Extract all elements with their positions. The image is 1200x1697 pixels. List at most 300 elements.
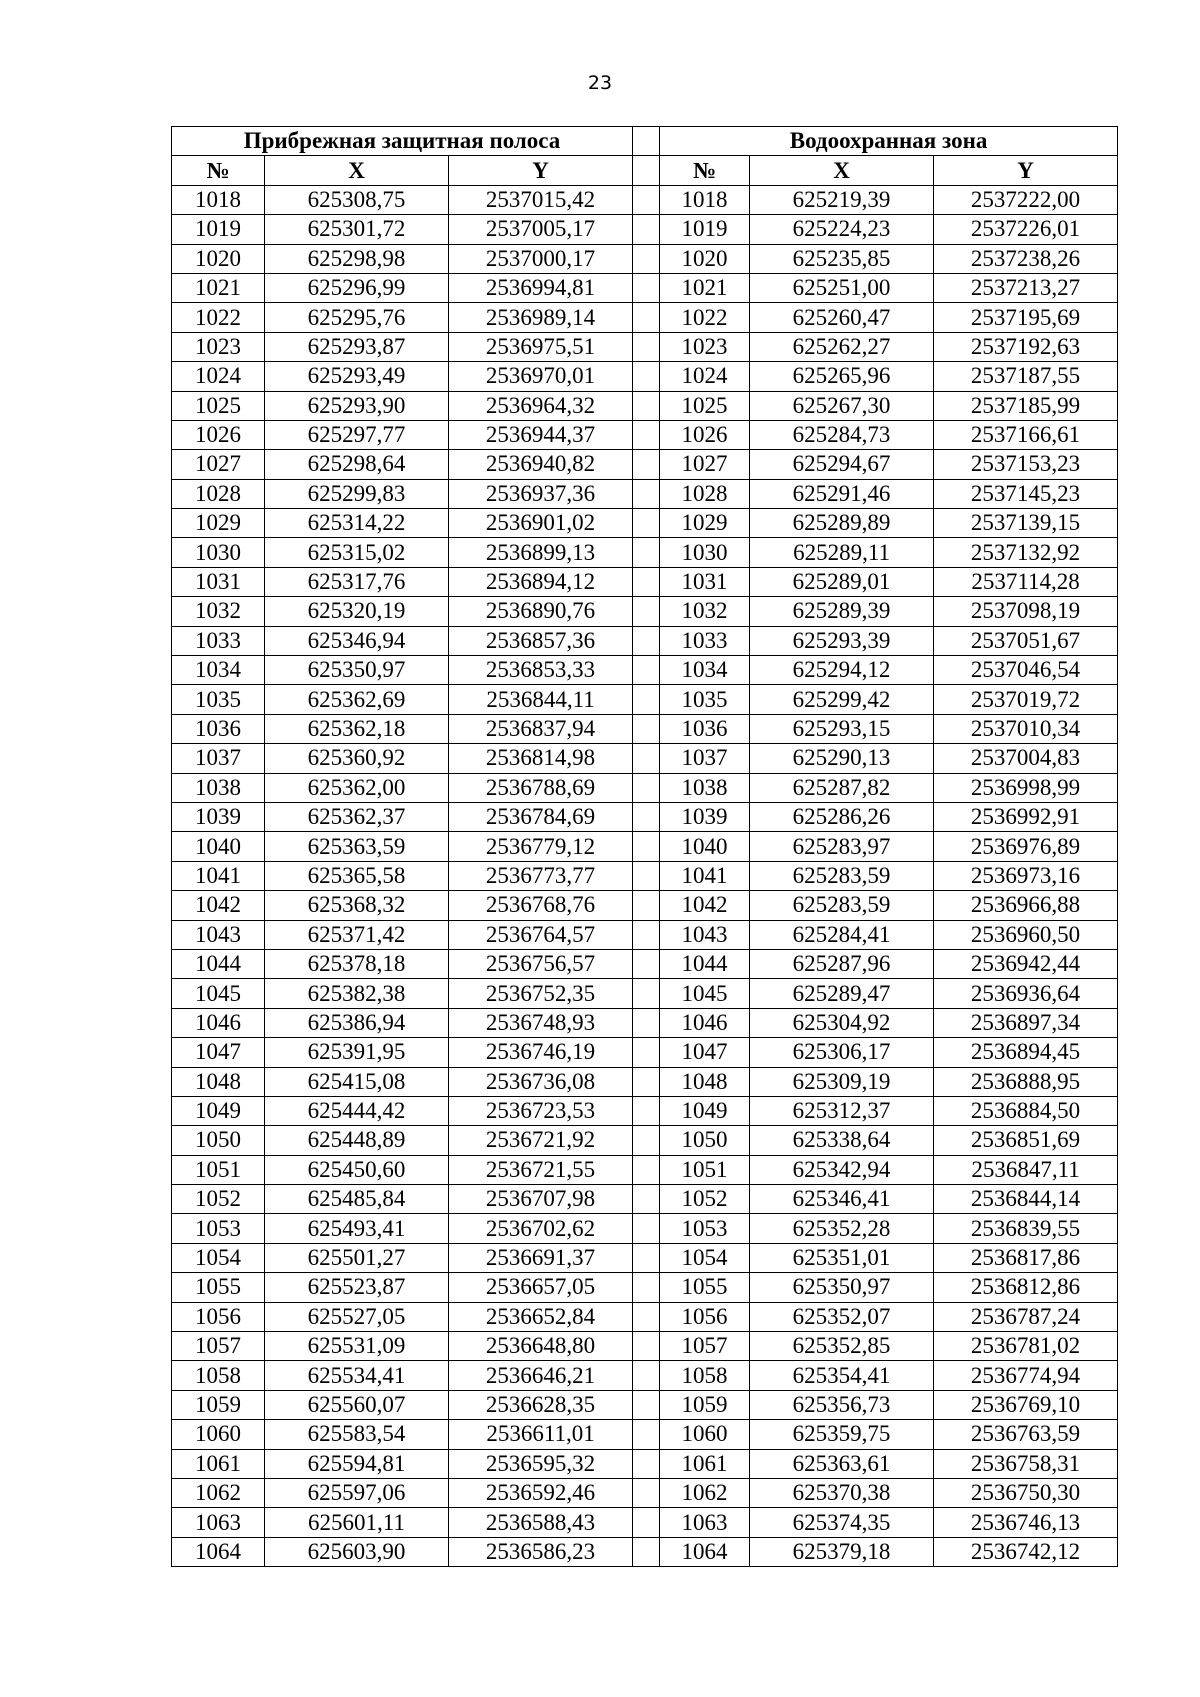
table-row xyxy=(172,1214,1118,1243)
table-row xyxy=(172,1420,1118,1449)
right-cell-number: 1060 xyxy=(660,1420,750,1449)
table-gap xyxy=(633,156,660,185)
left-cell-y: 2536890,76 xyxy=(449,597,633,626)
page-number: 23 xyxy=(587,72,613,94)
left-cell-number: 1044 xyxy=(172,949,265,978)
table-gap xyxy=(633,1126,660,1155)
right-cell-x: 625304,92 xyxy=(750,1008,934,1037)
left-cell-number: 1029 xyxy=(172,509,265,538)
left-cell-number: 1051 xyxy=(172,1155,265,1184)
right-cell-x: 625338,64 xyxy=(750,1126,934,1155)
table-gap xyxy=(633,479,660,508)
left-cell-number: 1046 xyxy=(172,1008,265,1037)
right-cell-y: 2537019,72 xyxy=(934,685,1118,714)
right-cell-y: 2537004,83 xyxy=(934,744,1118,773)
right-cell-y: 2537010,34 xyxy=(934,714,1118,743)
table-row xyxy=(172,1067,1118,1096)
right-cell-x: 625309,19 xyxy=(750,1067,934,1096)
left-cell-y: 2536702,62 xyxy=(449,1214,633,1243)
right-cell-y: 2536973,16 xyxy=(934,861,1118,890)
table-row xyxy=(172,450,1118,479)
right-cell-number: 1045 xyxy=(660,979,750,1008)
table-gap xyxy=(633,1302,660,1331)
table-row xyxy=(172,1155,1118,1184)
left-cell-number: 1036 xyxy=(172,714,265,743)
left-cell-x: 625293,87 xyxy=(265,332,449,361)
table-gap xyxy=(633,127,660,156)
table-row xyxy=(172,1302,1118,1331)
left-table-title: Прибрежная защитная полоса xyxy=(172,127,633,156)
right-cell-y: 2537213,27 xyxy=(934,273,1118,302)
left-cell-x: 625362,69 xyxy=(265,685,449,714)
left-cell-y: 2536940,82 xyxy=(449,450,633,479)
right-cell-y: 2537238,26 xyxy=(934,244,1118,273)
right-cell-number: 1063 xyxy=(660,1508,750,1537)
left-cell-number: 1026 xyxy=(172,420,265,449)
right-cell-number: 1018 xyxy=(660,185,750,214)
right-cell-x: 625356,73 xyxy=(750,1390,934,1419)
left-cell-y: 2536628,35 xyxy=(449,1390,633,1419)
table-title-row xyxy=(172,127,1118,156)
right-cell-y: 2536960,50 xyxy=(934,920,1118,949)
right-cell-y: 2536966,88 xyxy=(934,891,1118,920)
table-gap xyxy=(633,714,660,743)
right-cell-x: 625251,00 xyxy=(750,273,934,302)
table-gap xyxy=(633,509,660,538)
table-row xyxy=(172,861,1118,890)
right-header-x: X xyxy=(750,156,934,185)
left-cell-y: 2536994,81 xyxy=(449,273,633,302)
left-cell-x: 625320,19 xyxy=(265,597,449,626)
left-cell-x: 625295,76 xyxy=(265,303,449,332)
right-table-title: Водоохранная зона xyxy=(660,127,1118,156)
right-cell-number: 1059 xyxy=(660,1390,750,1419)
table-header-row xyxy=(172,156,1118,185)
right-cell-y: 2536769,10 xyxy=(934,1390,1118,1419)
left-cell-x: 625363,59 xyxy=(265,832,449,861)
right-cell-x: 625350,97 xyxy=(750,1273,934,1302)
left-cell-y: 2536937,36 xyxy=(449,479,633,508)
left-cell-x: 625378,18 xyxy=(265,949,449,978)
table-row xyxy=(172,479,1118,508)
left-cell-y: 2536723,53 xyxy=(449,1096,633,1125)
left-cell-y: 2536857,36 xyxy=(449,626,633,655)
left-cell-x: 625314,22 xyxy=(265,509,449,538)
left-cell-y: 2536691,37 xyxy=(449,1243,633,1272)
right-cell-x: 625224,23 xyxy=(750,215,934,244)
table-row xyxy=(172,1185,1118,1214)
right-cell-y: 2536742,12 xyxy=(934,1537,1118,1566)
left-cell-number: 1025 xyxy=(172,391,265,420)
right-cell-number: 1041 xyxy=(660,861,750,890)
right-cell-number: 1032 xyxy=(660,597,750,626)
table-gap xyxy=(633,979,660,1008)
left-cell-y: 2536736,08 xyxy=(449,1067,633,1096)
left-cell-number: 1063 xyxy=(172,1508,265,1537)
left-header-number: № xyxy=(172,156,265,185)
right-cell-number: 1046 xyxy=(660,1008,750,1037)
right-cell-number: 1047 xyxy=(660,1038,750,1067)
left-cell-x: 625560,07 xyxy=(265,1390,449,1419)
left-cell-number: 1047 xyxy=(172,1038,265,1067)
left-cell-y: 2536814,98 xyxy=(449,744,633,773)
table-gap xyxy=(633,1096,660,1125)
table-row xyxy=(172,362,1118,391)
table-gap xyxy=(633,185,660,214)
left-cell-number: 1018 xyxy=(172,185,265,214)
right-cell-number: 1058 xyxy=(660,1361,750,1390)
right-cell-x: 625374,35 xyxy=(750,1508,934,1537)
right-cell-number: 1048 xyxy=(660,1067,750,1096)
right-cell-y: 2537046,54 xyxy=(934,656,1118,685)
right-cell-y: 2536897,34 xyxy=(934,1008,1118,1037)
left-cell-number: 1040 xyxy=(172,832,265,861)
right-cell-x: 625359,75 xyxy=(750,1420,934,1449)
left-cell-x: 625531,09 xyxy=(265,1332,449,1361)
left-cell-y: 2536773,77 xyxy=(449,861,633,890)
left-cell-x: 625444,42 xyxy=(265,1096,449,1125)
left-cell-x: 625594,81 xyxy=(265,1449,449,1478)
right-cell-y: 2537222,00 xyxy=(934,185,1118,214)
left-cell-x: 625415,08 xyxy=(265,1067,449,1096)
left-cell-number: 1034 xyxy=(172,656,265,685)
table-gap xyxy=(633,773,660,802)
right-cell-x: 625306,17 xyxy=(750,1038,934,1067)
right-cell-y: 2536758,31 xyxy=(934,1449,1118,1478)
right-cell-number: 1055 xyxy=(660,1273,750,1302)
left-cell-y: 2536784,69 xyxy=(449,802,633,831)
right-header-number: № xyxy=(660,156,750,185)
left-cell-number: 1062 xyxy=(172,1478,265,1507)
table-row xyxy=(172,832,1118,861)
right-cell-y: 2536763,59 xyxy=(934,1420,1118,1449)
left-cell-number: 1052 xyxy=(172,1185,265,1214)
table-row xyxy=(172,1508,1118,1537)
left-cell-x: 625501,27 xyxy=(265,1243,449,1272)
right-cell-y: 2537098,19 xyxy=(934,597,1118,626)
right-cell-x: 625260,47 xyxy=(750,303,934,332)
table-gap xyxy=(633,656,660,685)
right-cell-x: 625379,18 xyxy=(750,1537,934,1566)
right-cell-x: 625294,67 xyxy=(750,450,934,479)
left-cell-x: 625583,54 xyxy=(265,1420,449,1449)
table-row xyxy=(172,773,1118,802)
table-row xyxy=(172,1449,1118,1478)
right-cell-y: 2536992,91 xyxy=(934,802,1118,831)
right-cell-number: 1062 xyxy=(660,1478,750,1507)
left-cell-x: 625493,41 xyxy=(265,1214,449,1243)
table-gap xyxy=(633,1243,660,1272)
left-cell-x: 625360,92 xyxy=(265,744,449,773)
table-row xyxy=(172,1332,1118,1361)
left-cell-x: 625603,90 xyxy=(265,1537,449,1566)
left-cell-y: 2536970,01 xyxy=(449,362,633,391)
left-cell-number: 1048 xyxy=(172,1067,265,1096)
right-cell-y: 2537192,63 xyxy=(934,332,1118,361)
table-row xyxy=(172,303,1118,332)
left-header-x: X xyxy=(265,156,449,185)
table-gap xyxy=(633,450,660,479)
right-cell-y: 2537185,99 xyxy=(934,391,1118,420)
left-cell-y: 2536844,11 xyxy=(449,685,633,714)
table-gap xyxy=(633,685,660,714)
table-row xyxy=(172,744,1118,773)
right-cell-y: 2536844,14 xyxy=(934,1185,1118,1214)
right-cell-number: 1052 xyxy=(660,1185,750,1214)
left-cell-x: 625527,05 xyxy=(265,1302,449,1331)
table-row xyxy=(172,920,1118,949)
right-cell-number: 1037 xyxy=(660,744,750,773)
left-cell-y: 2536901,02 xyxy=(449,509,633,538)
left-cell-number: 1043 xyxy=(172,920,265,949)
right-cell-x: 625291,46 xyxy=(750,479,934,508)
left-cell-x: 625293,90 xyxy=(265,391,449,420)
left-cell-x: 625365,58 xyxy=(265,861,449,890)
left-cell-x: 625299,83 xyxy=(265,479,449,508)
right-cell-number: 1044 xyxy=(660,949,750,978)
right-cell-y: 2536817,86 xyxy=(934,1243,1118,1272)
left-cell-number: 1061 xyxy=(172,1449,265,1478)
table-row xyxy=(172,1096,1118,1125)
left-cell-y: 2536611,01 xyxy=(449,1420,633,1449)
table-gap xyxy=(633,1214,660,1243)
right-cell-y: 2536781,02 xyxy=(934,1332,1118,1361)
right-cell-y: 2536851,69 xyxy=(934,1126,1118,1155)
right-cell-x: 625289,11 xyxy=(750,538,934,567)
left-cell-number: 1050 xyxy=(172,1126,265,1155)
table-gap xyxy=(633,1537,660,1566)
table-gap xyxy=(633,1390,660,1419)
left-cell-y: 2537015,42 xyxy=(449,185,633,214)
left-cell-x: 625346,94 xyxy=(265,626,449,655)
right-cell-number: 1057 xyxy=(660,1332,750,1361)
left-cell-x: 625362,18 xyxy=(265,714,449,743)
left-cell-x: 625301,72 xyxy=(265,215,449,244)
right-cell-x: 625283,97 xyxy=(750,832,934,861)
left-cell-y: 2536788,69 xyxy=(449,773,633,802)
right-cell-y: 2536888,95 xyxy=(934,1067,1118,1096)
table-gap xyxy=(633,949,660,978)
left-cell-x: 625315,02 xyxy=(265,538,449,567)
right-cell-y: 2537226,01 xyxy=(934,215,1118,244)
left-cell-number: 1056 xyxy=(172,1302,265,1331)
right-cell-x: 625287,96 xyxy=(750,949,934,978)
right-cell-x: 625289,89 xyxy=(750,509,934,538)
table-gap xyxy=(633,273,660,302)
table-gap xyxy=(633,1185,660,1214)
left-cell-y: 2536975,51 xyxy=(449,332,633,361)
right-cell-x: 625284,41 xyxy=(750,920,934,949)
table-row xyxy=(172,1243,1118,1272)
table-gap xyxy=(633,1361,660,1390)
left-cell-y: 2536586,23 xyxy=(449,1537,633,1566)
left-cell-number: 1019 xyxy=(172,215,265,244)
left-cell-y: 2536648,80 xyxy=(449,1332,633,1361)
left-cell-y: 2536592,46 xyxy=(449,1478,633,1507)
left-cell-x: 625597,06 xyxy=(265,1478,449,1507)
left-cell-y: 2536894,12 xyxy=(449,567,633,596)
right-cell-number: 1056 xyxy=(660,1302,750,1331)
table-gap xyxy=(633,861,660,890)
right-cell-x: 625219,39 xyxy=(750,185,934,214)
table-row xyxy=(172,626,1118,655)
right-cell-x: 625290,13 xyxy=(750,744,934,773)
right-cell-x: 625262,27 xyxy=(750,332,934,361)
table-row xyxy=(172,1038,1118,1067)
right-cell-number: 1024 xyxy=(660,362,750,391)
right-cell-x: 625289,01 xyxy=(750,567,934,596)
table-gap xyxy=(633,420,660,449)
left-cell-x: 625317,76 xyxy=(265,567,449,596)
right-cell-y: 2536884,50 xyxy=(934,1096,1118,1125)
table-gap xyxy=(633,391,660,420)
left-cell-number: 1038 xyxy=(172,773,265,802)
left-cell-x: 625297,77 xyxy=(265,420,449,449)
right-cell-x: 625286,26 xyxy=(750,802,934,831)
table-row xyxy=(172,1478,1118,1507)
right-cell-y: 2537051,67 xyxy=(934,626,1118,655)
right-cell-number: 1038 xyxy=(660,773,750,802)
table-row xyxy=(172,597,1118,626)
left-cell-number: 1037 xyxy=(172,744,265,773)
left-cell-y: 2536837,94 xyxy=(449,714,633,743)
right-cell-number: 1053 xyxy=(660,1214,750,1243)
table-gap xyxy=(633,538,660,567)
table-gap xyxy=(633,920,660,949)
left-cell-number: 1024 xyxy=(172,362,265,391)
left-cell-number: 1033 xyxy=(172,626,265,655)
left-cell-y: 2536989,14 xyxy=(449,303,633,332)
right-cell-x: 625363,61 xyxy=(750,1449,934,1478)
left-cell-y: 2536853,33 xyxy=(449,656,633,685)
left-cell-x: 625601,11 xyxy=(265,1508,449,1537)
left-cell-number: 1035 xyxy=(172,685,265,714)
table-gap xyxy=(633,597,660,626)
right-cell-x: 625235,85 xyxy=(750,244,934,273)
left-cell-number: 1060 xyxy=(172,1420,265,1449)
left-cell-x: 625298,98 xyxy=(265,244,449,273)
right-cell-x: 625267,30 xyxy=(750,391,934,420)
table-gap xyxy=(633,1067,660,1096)
left-cell-x: 625523,87 xyxy=(265,1273,449,1302)
right-cell-x: 625283,59 xyxy=(750,891,934,920)
left-cell-y: 2536746,19 xyxy=(449,1038,633,1067)
table-gap xyxy=(633,215,660,244)
table-row xyxy=(172,332,1118,361)
coordinates-table xyxy=(171,126,1118,1567)
left-cell-y: 2536752,35 xyxy=(449,979,633,1008)
right-cell-x: 625346,41 xyxy=(750,1185,934,1214)
right-cell-number: 1051 xyxy=(660,1155,750,1184)
left-cell-y: 2536595,32 xyxy=(449,1449,633,1478)
left-cell-number: 1053 xyxy=(172,1214,265,1243)
left-cell-x: 625391,95 xyxy=(265,1038,449,1067)
right-cell-y: 2536998,99 xyxy=(934,773,1118,802)
table-gap xyxy=(633,832,660,861)
right-cell-y: 2537139,15 xyxy=(934,509,1118,538)
right-cell-y: 2536894,45 xyxy=(934,1038,1118,1067)
left-cell-number: 1030 xyxy=(172,538,265,567)
table-row xyxy=(172,891,1118,920)
left-cell-y: 2536652,84 xyxy=(449,1302,633,1331)
table-gap xyxy=(633,1008,660,1037)
table-gap xyxy=(633,1478,660,1507)
right-cell-number: 1019 xyxy=(660,215,750,244)
table-body xyxy=(172,185,1118,1566)
right-cell-number: 1023 xyxy=(660,332,750,361)
right-cell-x: 625284,73 xyxy=(750,420,934,449)
table-row xyxy=(172,1126,1118,1155)
left-cell-x: 625296,99 xyxy=(265,273,449,302)
left-cell-number: 1021 xyxy=(172,273,265,302)
table-gap xyxy=(633,567,660,596)
right-cell-y: 2537195,69 xyxy=(934,303,1118,332)
right-cell-y: 2537145,23 xyxy=(934,479,1118,508)
right-cell-x: 625293,39 xyxy=(750,626,934,655)
left-cell-y: 2536657,05 xyxy=(449,1273,633,1302)
right-cell-number: 1034 xyxy=(660,656,750,685)
right-cell-x: 625299,42 xyxy=(750,685,934,714)
left-cell-x: 625534,41 xyxy=(265,1361,449,1390)
right-cell-number: 1031 xyxy=(660,567,750,596)
right-cell-number: 1029 xyxy=(660,509,750,538)
table-row xyxy=(172,215,1118,244)
table-row xyxy=(172,567,1118,596)
right-cell-number: 1022 xyxy=(660,303,750,332)
left-cell-number: 1057 xyxy=(172,1332,265,1361)
left-cell-x: 625362,00 xyxy=(265,773,449,802)
left-cell-x: 625485,84 xyxy=(265,1185,449,1214)
left-cell-number: 1039 xyxy=(172,802,265,831)
left-cell-x: 625350,97 xyxy=(265,656,449,685)
table-gap xyxy=(633,1038,660,1067)
table-row xyxy=(172,1390,1118,1419)
table-gap xyxy=(633,891,660,920)
left-cell-x: 625448,89 xyxy=(265,1126,449,1155)
right-cell-number: 1020 xyxy=(660,244,750,273)
right-cell-y: 2536847,11 xyxy=(934,1155,1118,1184)
table-row xyxy=(172,1273,1118,1302)
left-cell-number: 1023 xyxy=(172,332,265,361)
table-gap xyxy=(633,1508,660,1537)
left-cell-number: 1049 xyxy=(172,1096,265,1125)
right-cell-number: 1043 xyxy=(660,920,750,949)
left-cell-y: 2536748,93 xyxy=(449,1008,633,1037)
left-header-y: Y xyxy=(449,156,633,185)
left-cell-y: 2536721,55 xyxy=(449,1155,633,1184)
left-cell-x: 625362,37 xyxy=(265,802,449,831)
right-cell-number: 1027 xyxy=(660,450,750,479)
table-row xyxy=(172,244,1118,273)
right-cell-y: 2537153,23 xyxy=(934,450,1118,479)
table-row xyxy=(172,656,1118,685)
table-gap xyxy=(633,303,660,332)
left-cell-number: 1059 xyxy=(172,1390,265,1419)
table-gap xyxy=(633,1332,660,1361)
left-cell-number: 1054 xyxy=(172,1243,265,1272)
right-cell-number: 1036 xyxy=(660,714,750,743)
right-cell-y: 2537114,28 xyxy=(934,567,1118,596)
table-row xyxy=(172,509,1118,538)
left-cell-x: 625450,60 xyxy=(265,1155,449,1184)
table-row xyxy=(172,538,1118,567)
right-cell-x: 625287,82 xyxy=(750,773,934,802)
left-cell-x: 625298,64 xyxy=(265,450,449,479)
right-cell-y: 2537166,61 xyxy=(934,420,1118,449)
right-cell-number: 1040 xyxy=(660,832,750,861)
right-cell-y: 2536746,13 xyxy=(934,1508,1118,1537)
right-cell-number: 1050 xyxy=(660,1126,750,1155)
